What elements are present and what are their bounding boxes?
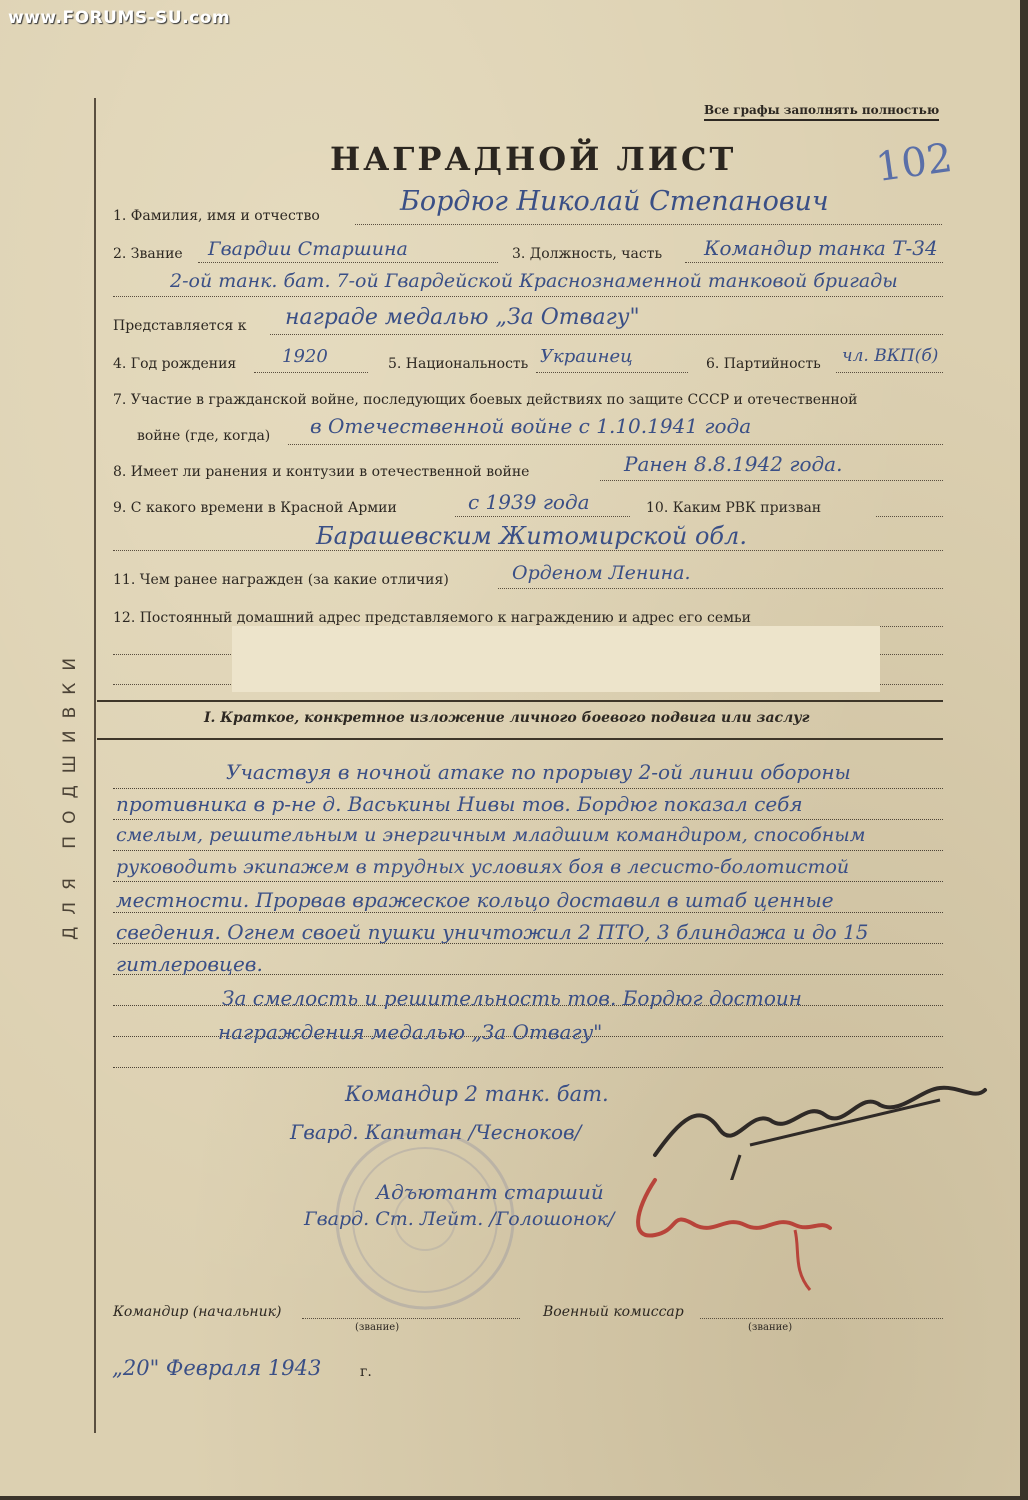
footer-year-suffix: г. [360, 1364, 372, 1380]
awards-value: Орденом Ленина. [512, 562, 691, 584]
narrative-line: гитлеровцев. [116, 952, 263, 976]
nominated-label: Представляется к [113, 318, 247, 334]
nominated-value: награде медалью „За Отвагу" [285, 305, 640, 330]
narrative-rule-1 [113, 788, 943, 789]
unit-value: 2-ой танк. бат. 7-ой Гвардейской Краснознаменной танковой бригады [170, 270, 898, 292]
position-value: Командир танка Т-34 [704, 236, 938, 260]
narrative-line: местности. Прорвав вражеское кольцо доставил в штаб ценные [116, 888, 834, 912]
narrative-line: смелым, решительным и энергичным младшим командиром, способным [116, 824, 866, 846]
narrative-line: награждения медалью „За Отвагу" [218, 1020, 603, 1044]
top-note: Все графы заполнять полностью [704, 103, 939, 121]
adjutant-signature [625, 1170, 845, 1300]
rvk-underline-1 [876, 516, 943, 517]
sheet-number: 102 [873, 134, 956, 192]
narrative-line: За смелость и решительность тов. Бордюг достоин [222, 986, 802, 1010]
birth-label: 4. Год рождения [113, 356, 237, 372]
rank-label: 2. Звание [113, 246, 183, 262]
nationality-underline [536, 372, 688, 373]
footer-commissar-label: Военный комиссар [543, 1304, 684, 1320]
name-label: 1. Фамилия, имя и отчество [113, 208, 320, 224]
footer-rank-caption-left: (звание) [355, 1322, 400, 1333]
narrative-line: сведения. Огнем своей пушки уничтожил 2 ПТО, 3 блиндажа и до 15 [116, 920, 869, 944]
section-top-rule [97, 700, 943, 702]
rvk-underline-2 [113, 550, 943, 551]
war-underline [288, 444, 943, 445]
narrative-line: противника в р-не д. Васькины Нивы тов. Бордюг показал себя [116, 792, 803, 816]
redacted-address [232, 626, 880, 692]
awards-label: 11. Чем ранее награжден (за какие отличия) [113, 572, 449, 588]
narrative-line: Участвуя в ночной атаке по прорыву 2-ой линии обороны [226, 760, 851, 784]
birth-value: 1920 [282, 346, 328, 367]
commander-title: Командир 2 танк. бат. [345, 1082, 609, 1106]
party-underline [836, 372, 943, 373]
address-label: 12. Постоянный домашний адрес представляемого к награждению и адрес его семьи [113, 610, 751, 626]
rvk-label: 10. Каким РВК призван [646, 500, 822, 516]
name-underline [355, 224, 942, 225]
army-since-underline [455, 516, 630, 517]
awards-underline [498, 588, 943, 589]
rank-underline [198, 262, 498, 263]
narrative-rule-2 [113, 819, 943, 820]
war-label-2: войне (где, когда) [137, 428, 271, 444]
footer-commander-label: Командир (начальник) [113, 1304, 282, 1320]
adjutant-title: Адъютант старший [376, 1180, 604, 1204]
adjutant-name: Гвард. Ст. Лейт. /Голошонок/ [304, 1208, 615, 1230]
page-title: НАГРАДНОЙ ЛИСТ [330, 140, 737, 178]
section-bottom-rule [97, 738, 943, 740]
wounds-underline [600, 480, 943, 481]
commander-name: Гвард. Капитан /Чесноков/ [290, 1120, 582, 1144]
name-value: Бордюг Николай Степанович [400, 186, 829, 217]
war-label-1: 7. Участие в гражданской войне, последующих боевых действиях по защите СССР и отечественной [113, 392, 858, 408]
army-since-label: 9. С какого времени в Красной Армии [113, 500, 397, 516]
party-value: чл. ВКП(б) [842, 346, 939, 366]
birth-underline [254, 372, 368, 373]
scan-edge-bottom [0, 1496, 1028, 1500]
section-heading: I. Краткое, конкретное изложение личного боевого подвига или заслуг [204, 710, 810, 726]
unit-underline [113, 296, 943, 297]
footer-date: „20" Февраля 1943 [112, 1356, 322, 1380]
binding-margin-line [94, 98, 96, 1433]
footer-rank-caption-right: (звание) [748, 1322, 793, 1333]
wounds-label: 8. Имеет ли ранения и контузии в отечественной войне [113, 464, 530, 480]
nominated-underline [270, 334, 943, 335]
narrative-rule-3 [113, 850, 943, 851]
position-underline [685, 262, 943, 263]
footer-commander-underline [302, 1318, 520, 1319]
wounds-value: Ранен 8.8.1942 года. [624, 452, 843, 476]
party-label: 6. Партийность [706, 356, 821, 372]
position-label: 3. Должность, часть [512, 246, 663, 262]
watermark: www.FORUMS-SU.com [8, 8, 231, 28]
war-value: в Отечественной войне с 1.10.1941 года [310, 414, 752, 438]
binding-label: ДЛЯ ПОДШИВКИ [60, 645, 80, 940]
rank-value: Гвардии Старшина [208, 238, 408, 260]
commander-signature [640, 1060, 1000, 1180]
nationality-value: Украинец [540, 346, 633, 367]
nationality-label: 5. Национальность [388, 356, 529, 372]
narrative-line: руководить экипажем в трудных условиях боя в лесисто-болотистой [116, 856, 850, 878]
footer-commissar-underline [700, 1318, 943, 1319]
narrative-rule-5 [113, 912, 943, 913]
scan-edge-right [1020, 0, 1028, 1500]
narrative-rule-4 [113, 881, 943, 882]
army-since-value: с 1939 года [468, 490, 590, 514]
rvk-value: Барашевским Житомирской обл. [316, 522, 747, 550]
